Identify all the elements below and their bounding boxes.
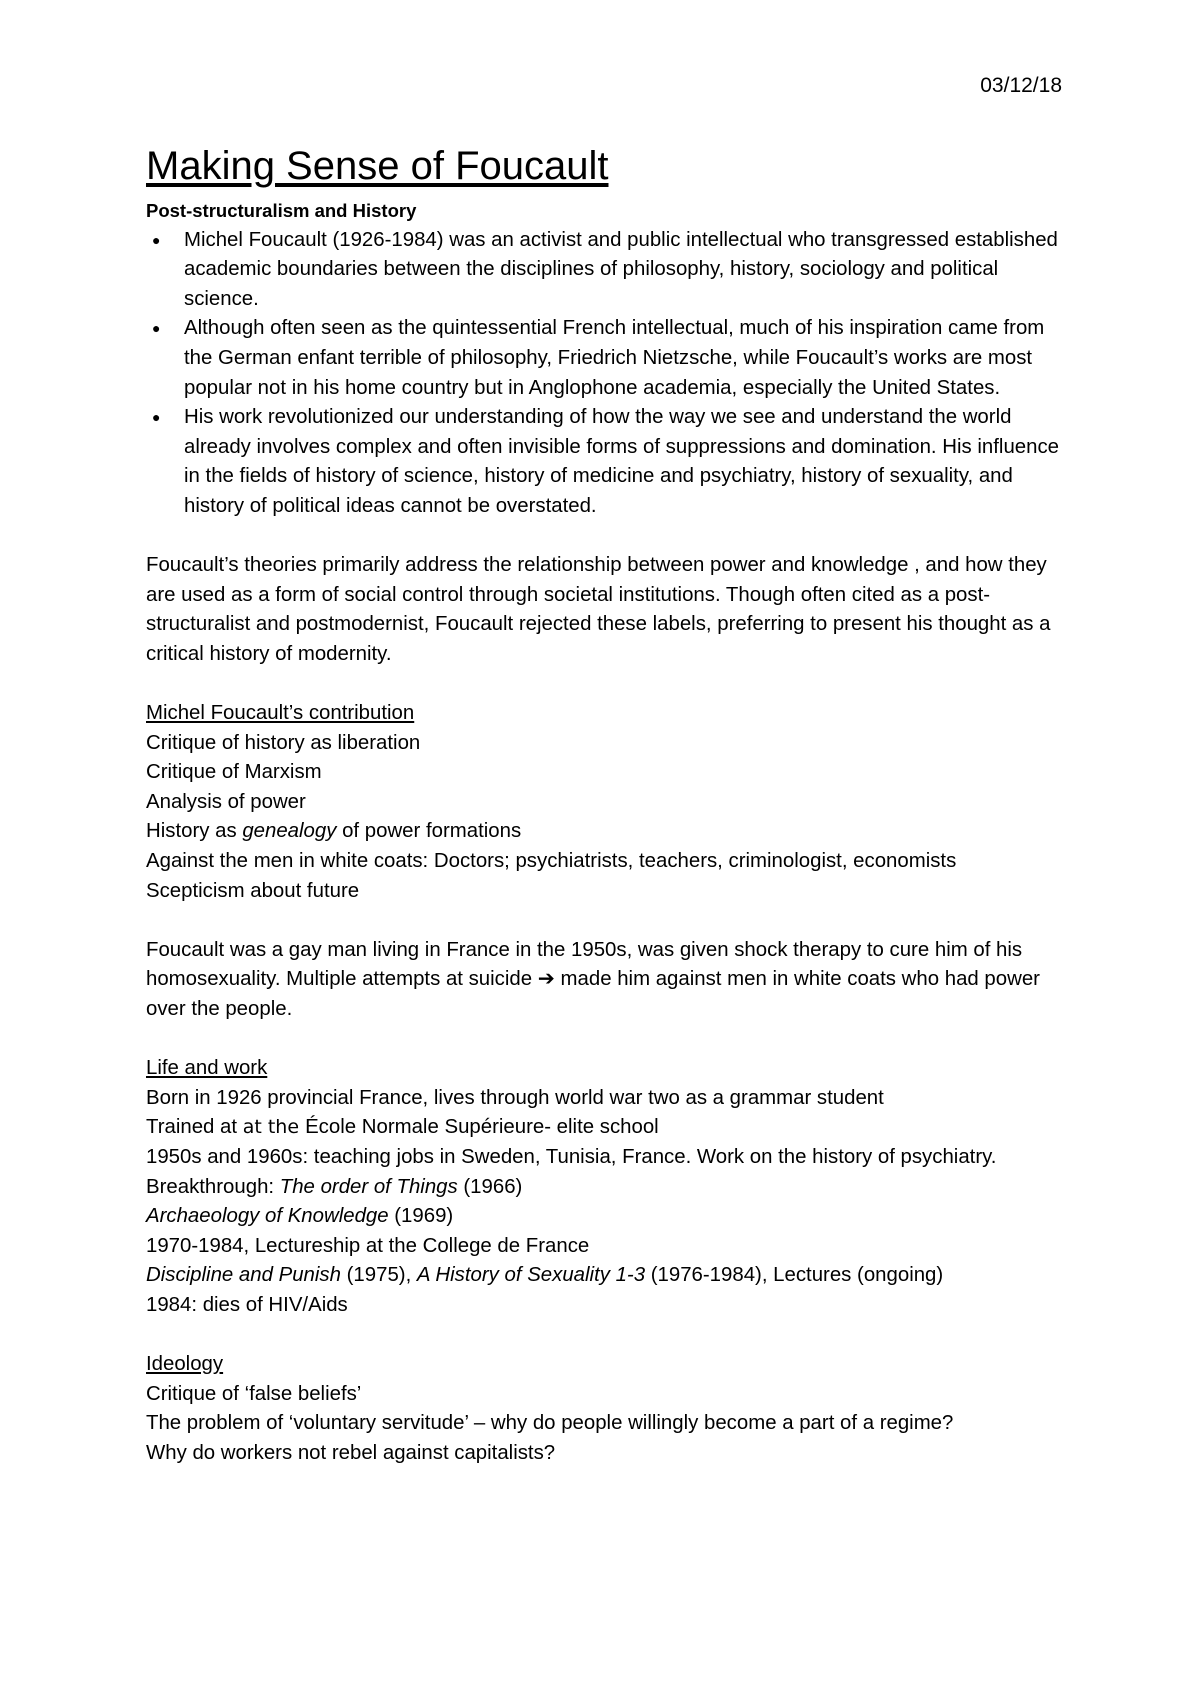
contribution-line: Scepticism about future <box>146 879 360 902</box>
life-line: 1970-1984, Lectureship at the College de France <box>146 1234 590 1257</box>
life-line: Breakthrough: The order of Things (1966) <box>146 1175 523 1198</box>
life-line: Born in 1926 provincial France, lives through world war two as a grammar student <box>146 1086 884 1109</box>
life-line: Trained at at the École Normale Supérieure- elite school <box>146 1116 659 1139</box>
contribution-line: History as genealogy of power formations <box>146 820 522 843</box>
document-body <box>146 196 1076 1469</box>
page-title: Making Sense of Foucault <box>146 144 609 188</box>
contribution-line: Critique of Marxism <box>146 761 322 784</box>
life-line: 1984: dies of HIV/Aids <box>146 1293 348 1316</box>
contribution-line: Critique of history as liberation <box>146 731 421 754</box>
bullet-item: ● Although often seen as the quintessential French intellectual, much of his inspiration came from the German enfant terrible of philosophy, Friedrich Nietzsche, while Foucault’s works are most popular not in his home country but in Anglophone academia, especially the United States. <box>146 314 1076 403</box>
section-heading-life-and-work: Life and work <box>146 1057 268 1080</box>
life-line: 1950s and 1960s: teaching jobs in Sweden, Tunisia, France. Work on the history of psychiatry. <box>146 1146 997 1168</box>
life-line: Archaeology of Knowledge (1969) <box>146 1205 454 1228</box>
contribution-line: Analysis of power <box>146 790 306 813</box>
paragraph-theories: Foucault’s theories primarily address the relationship between power and knowledge , and how they are used as a form of social control through societal institutions. Though often cited as a post-structuralist and postmodernist, Foucault rejected these labels, preferring to present his thought as a critical history of modernity. <box>146 554 1051 665</box>
bullet-list <box>146 226 1076 522</box>
life-line: Discipline and Punish (1975), A History of Sexuality 1-3 (1976-1984), Lectures (ongoing) <box>146 1264 944 1287</box>
section-heading-post-structuralism: Post-structuralism and History <box>146 200 417 221</box>
contribution-line: Against the men in white coats: Doctors; psychiatrists, teachers, criminologist, economists <box>146 850 957 873</box>
bullet-item: ● Michel Foucault (1926-1984) was an activist and public intellectual who transgressed established academic boundaries between the disciplines of philosophy, history, sociology and political science. <box>146 226 1076 315</box>
ideology-line: The problem of ‘voluntary servitude’ – why do people willingly become a part of a regime? <box>146 1412 954 1435</box>
arrow-icon: ➔ <box>537 968 555 991</box>
bullet-item: ● His work revolutionized our understanding of how the way we see and understand the world already involves complex and often invisible forms of suppressions and domination. His influence in the fields of history of science, history of medicine and psychiatry, history of sexuality, and history of political ideas cannot be overstated. <box>146 403 1076 521</box>
genealogy-emphasis: genealogy <box>242 820 337 843</box>
section-heading-ideology: Ideology <box>146 1353 224 1376</box>
ideology-line: Why do workers not rebel against capitalists? <box>146 1441 556 1464</box>
section-heading-contribution: Michel Foucault’s contribution <box>146 702 415 725</box>
date: 03/12/18 <box>980 74 1062 97</box>
ideology-line: Critique of ‘false beliefs’ <box>146 1382 362 1405</box>
paragraph-biography: Foucault was a gay man living in France in the 1950s, was given shock therapy to cure him of his homosexuality. Multiple attempts at suicide ➔ made him against men in white coats who had power over the people. <box>146 938 1040 1021</box>
